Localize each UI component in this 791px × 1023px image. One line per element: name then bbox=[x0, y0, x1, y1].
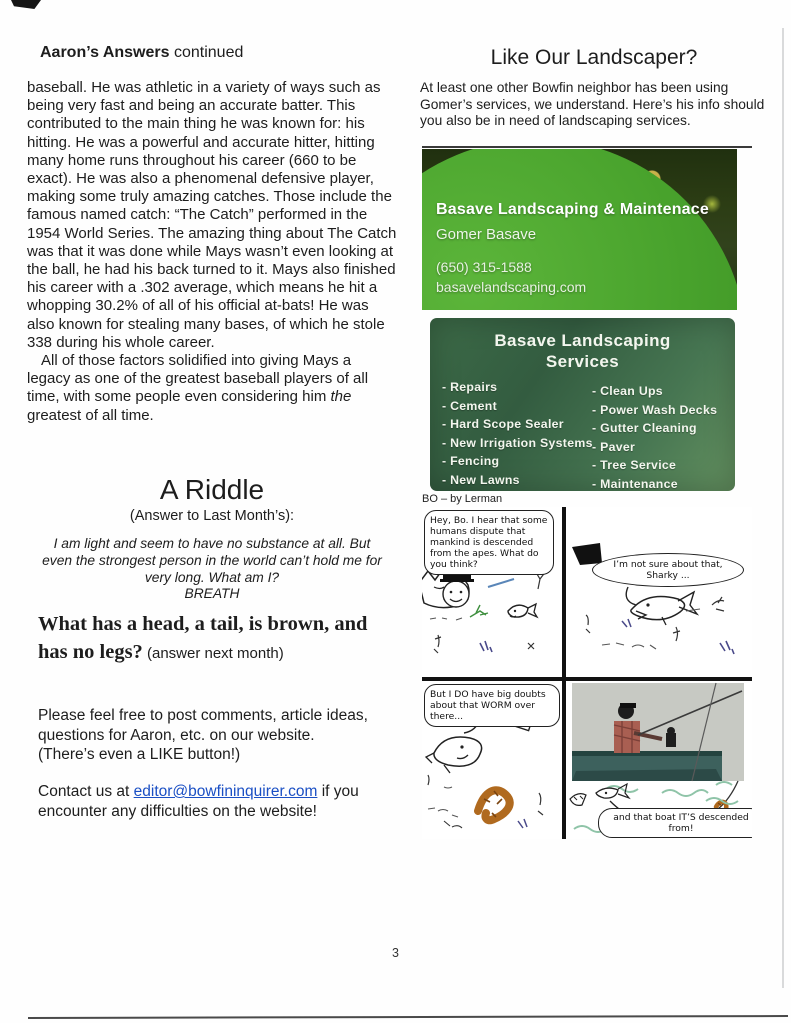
riddle-last-month-text: I am light and seem to have no substance at all. But even the strongest person in the world can’t hold me for very long. What am I? bbox=[42, 536, 382, 585]
service-item: - Gutter Cleaning bbox=[592, 421, 697, 435]
service-item: - Clean Ups bbox=[592, 384, 663, 398]
website-invitation-line2: (There’s even a LIKE button!) bbox=[38, 746, 241, 763]
service-item: - Maintenance bbox=[592, 476, 678, 491]
website-invitation bbox=[38, 706, 394, 765]
business-card-text bbox=[436, 201, 726, 295]
page-number: 3 bbox=[392, 946, 399, 960]
comic-strip bbox=[422, 507, 752, 839]
paragraph-2-emphasis: the bbox=[330, 388, 352, 406]
website-invitation-line1: Please feel free to post comments, article ideas, questions for Aaron, etc. on our website. bbox=[38, 707, 368, 744]
article-paragraph-2 bbox=[27, 352, 397, 425]
riddle-title: A Riddle bbox=[159, 474, 265, 505]
comic-panel-3 bbox=[422, 681, 562, 839]
speech-bubble-bo-1: I’m not sure about that, Sharky ... bbox=[592, 553, 744, 587]
speech-bubble-sharky: Hey, Bo. I hear that some humans dispute that mankind is descended from the apes. What do you think? bbox=[424, 510, 554, 575]
comic-panel-2 bbox=[566, 507, 752, 677]
services-list-right bbox=[592, 382, 717, 493]
services-list-left bbox=[442, 378, 593, 489]
paragraph-2-text: All of those factors solidified into giving Mays a legacy as one of the greatest baseball players of all time, with some people even considering him bbox=[27, 352, 369, 406]
speech-bubble-bo-3: and that boat IT’S descended from! bbox=[598, 808, 752, 838]
service-item: - Power Wash Decks bbox=[592, 402, 718, 417]
comic-panel-1 bbox=[422, 507, 562, 677]
landscaper-title: Like Our Landscaper? bbox=[490, 46, 698, 69]
panel2-drawing bbox=[566, 507, 752, 677]
scan-edge-right bbox=[782, 28, 784, 988]
service-item: - Fencing bbox=[442, 454, 500, 468]
service-item: - Tree Service bbox=[592, 458, 677, 472]
contact-pre: Contact us at bbox=[38, 783, 134, 800]
speech-bubble-bo-2: But I DO have big doubts about that WORM over there... bbox=[424, 684, 560, 727]
service-item: - Repairs bbox=[442, 380, 498, 394]
comic-panel-4 bbox=[566, 681, 752, 839]
contact-post: if you encounter any difficulties on the website! bbox=[38, 783, 359, 820]
contact-note bbox=[38, 782, 394, 821]
riddle-new-question bbox=[38, 610, 390, 668]
services-title-line1: Basave Landscaping bbox=[494, 331, 671, 350]
section-header-bold: Aaron’s Answers bbox=[40, 44, 170, 61]
comic-byline: BO – by Lerman bbox=[422, 493, 503, 505]
email-link[interactable]: editor@bowfininquirer.com bbox=[133, 783, 318, 800]
landscaper-intro: At least one other Bowfin neighbor has been using Gomer’s services, we understand. Here’s his info should you also be in need of landscaping services. bbox=[420, 80, 765, 129]
scan-artifact-top-left bbox=[11, 0, 41, 9]
phone-number: (650) 315-1588 bbox=[436, 259, 532, 275]
service-item: - New Lawns bbox=[442, 472, 520, 487]
section-header-aarons-answers bbox=[40, 44, 243, 62]
article-paragraph-1: baseball. He was athletic in a variety of ways such as being very fast and being an accurate batter. This contributed to the main thing he was known for: his hitting. He was a powerful and accurate hitter, hitting many home runs throughout his career (660 to be exact). He was also a phenomenal defensive player, making some truly amazing catches. Those include the famous named catch: “The Catch” performed in the 1954 World Series. The amazing thing about The Catch was that it was done while Mays wasn’t even looking at the ball, he had his back turned to it. Mays also finished his career with a .302 average, which means he hit a whopping 30.2% of all of his official at-bats! He was also known for stealing many bases, of which he stole 338 during his whole career. bbox=[27, 79, 397, 351]
riddle-question-text: What has a head, a tail, is brown, and has no legs? bbox=[38, 613, 368, 663]
services-card bbox=[430, 318, 735, 491]
owner-name: Gomer Basave bbox=[436, 226, 537, 243]
business-name: Basave Landscaping & Maintenace bbox=[436, 201, 709, 218]
paragraph-2-tail: greatest of all time. bbox=[27, 406, 154, 424]
fisherman-photo bbox=[572, 683, 744, 781]
services-title-line2: Services bbox=[545, 352, 620, 371]
business-card-photo bbox=[422, 149, 737, 310]
service-item: - New Irrigation Systems bbox=[442, 435, 593, 450]
riddle-last-month bbox=[38, 536, 386, 603]
service-item: - Cement bbox=[442, 398, 498, 413]
website-url: basavelandscaping.com bbox=[436, 279, 587, 295]
service-item: - Hard Scope Sealer bbox=[442, 417, 564, 431]
riddle-last-month-answer: BREATH bbox=[184, 586, 240, 602]
divider-rule bbox=[422, 146, 752, 148]
section-header-continued: continued bbox=[169, 44, 244, 61]
service-item: - Paver bbox=[592, 439, 636, 454]
scan-edge-bottom bbox=[28, 1015, 788, 1019]
riddle-question-note: (answer next month) bbox=[142, 645, 284, 662]
services-card-title bbox=[430, 330, 735, 372]
riddle-subtitle: (Answer to Last Month’s): bbox=[129, 508, 295, 524]
article-body bbox=[27, 79, 397, 425]
